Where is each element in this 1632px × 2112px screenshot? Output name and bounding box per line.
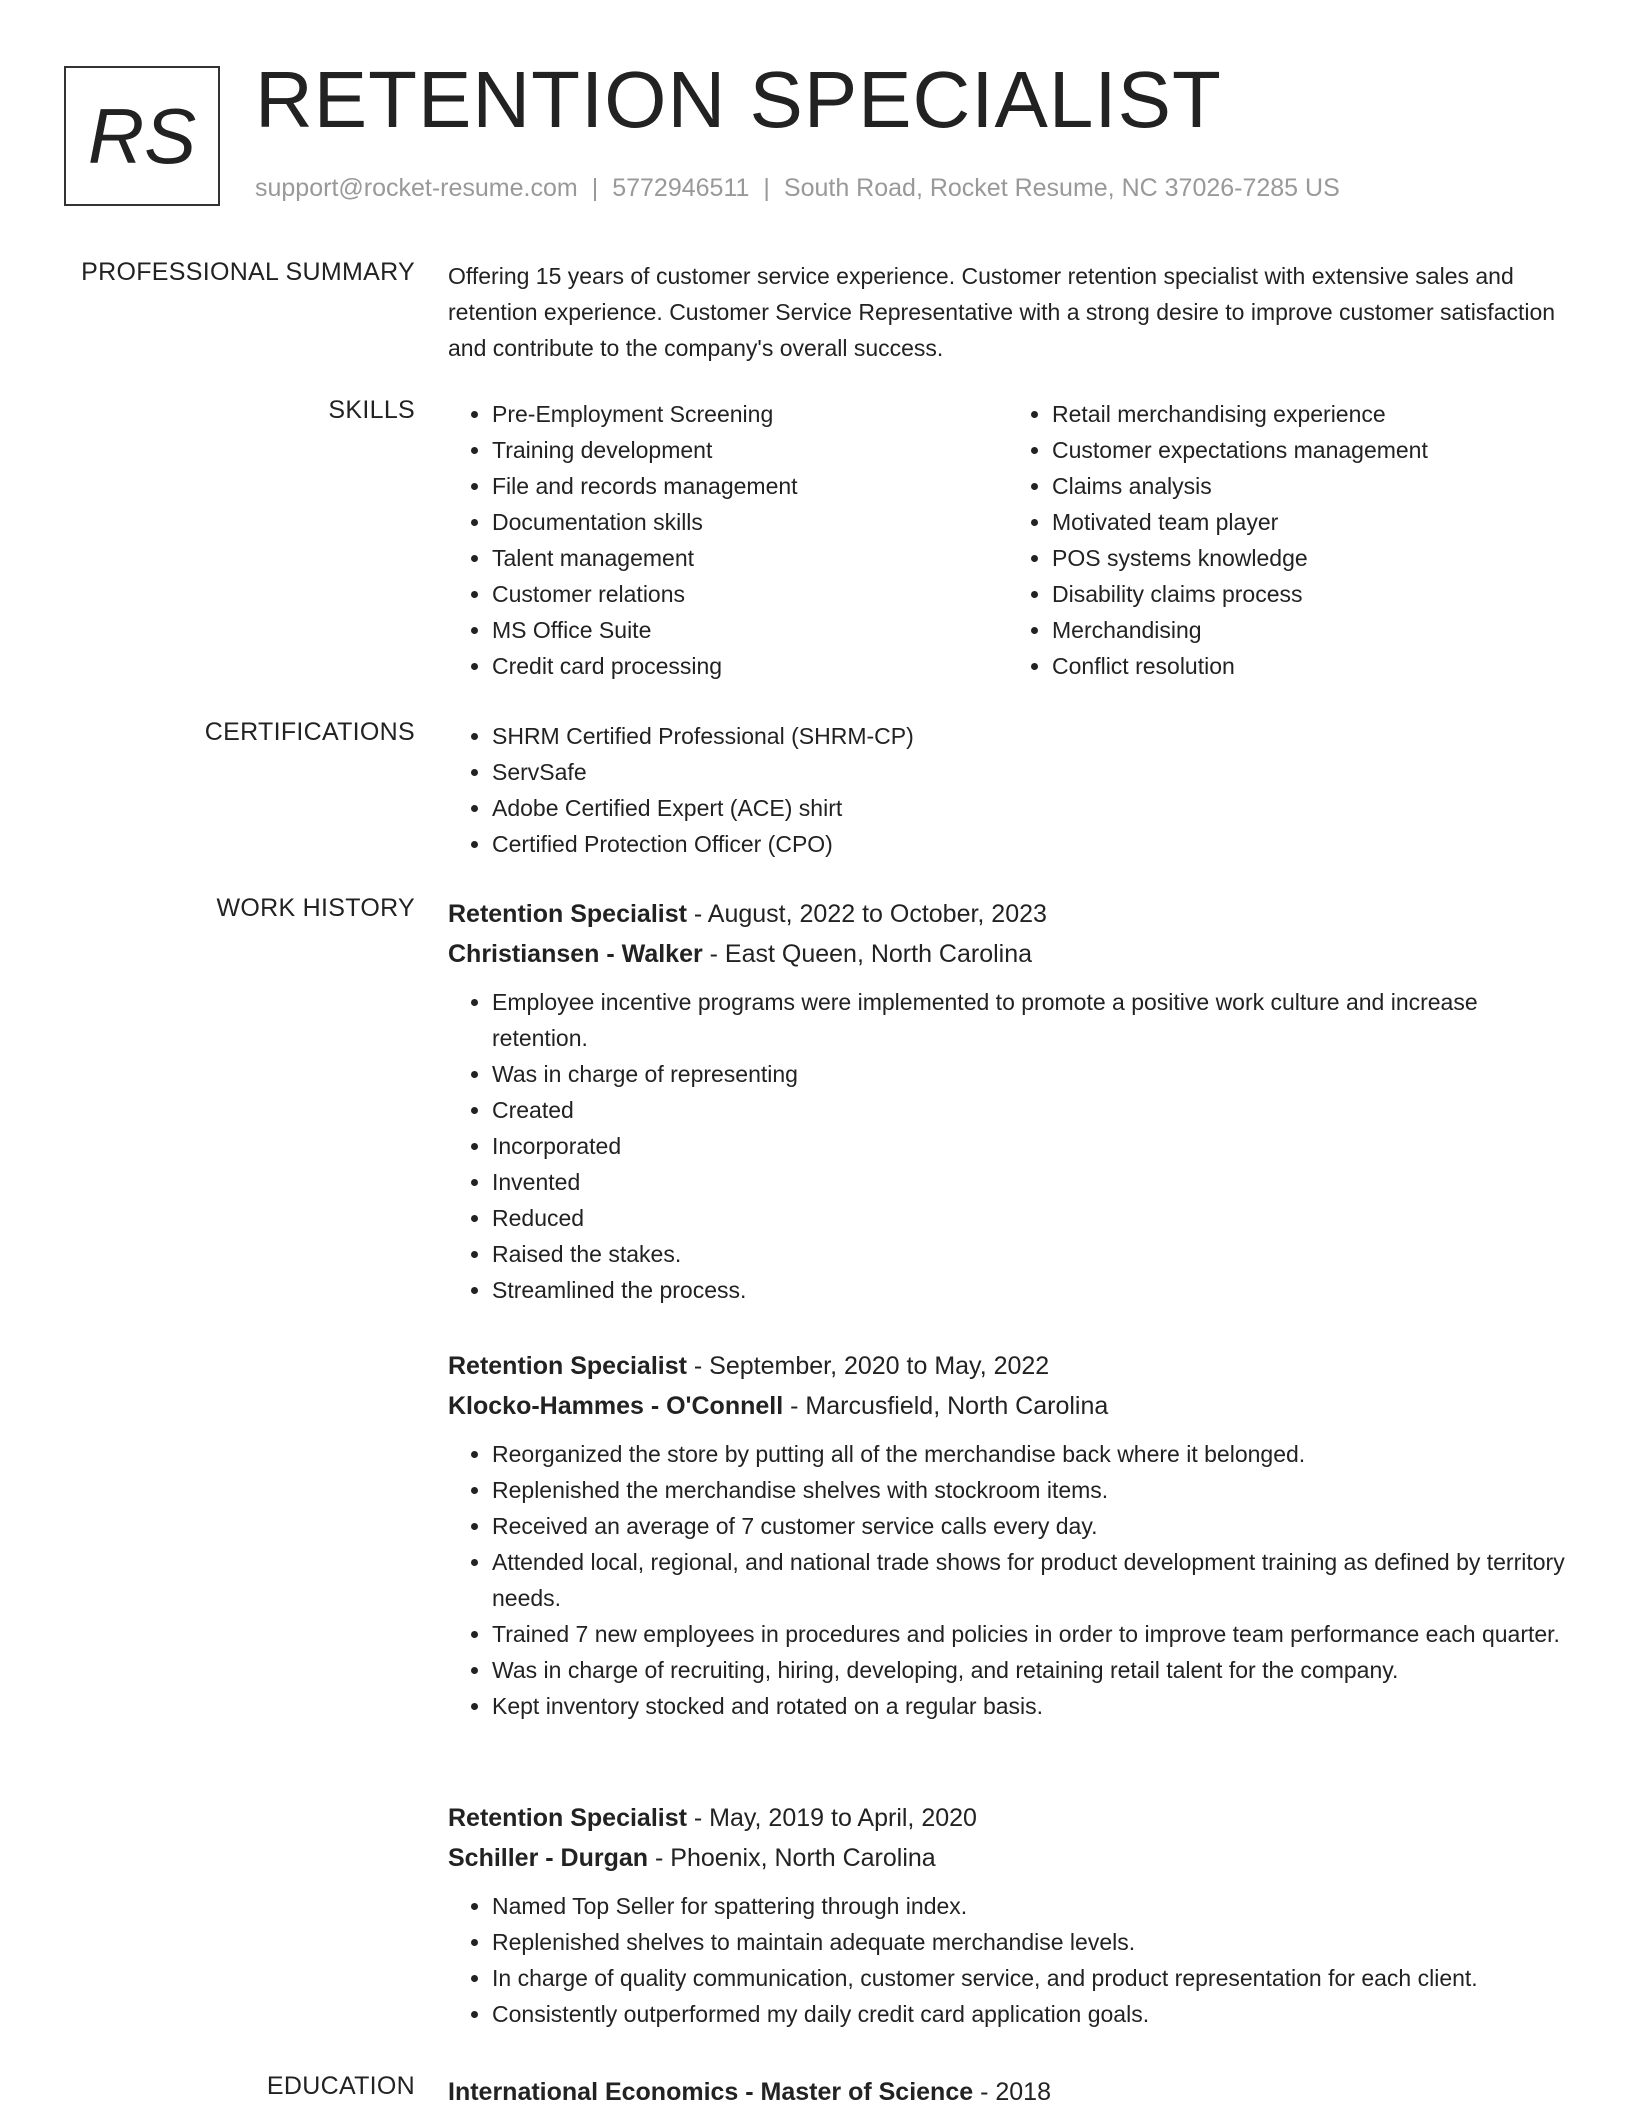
list-item: • Invented	[492, 1164, 1568, 1200]
list-item: • Employee incentive programs were implemented to promote a positive work culture and increase retention.	[492, 984, 1568, 1056]
list-item: • Motivated team player	[1052, 504, 1568, 540]
job-bullets	[448, 1436, 1568, 1724]
section-label-certifications: CERTIFICATIONS	[204, 718, 415, 746]
job-entry	[448, 1346, 1568, 1724]
summary-content	[448, 258, 1568, 366]
list-item: • Documentation skills	[492, 504, 1008, 540]
list-item: • MS Office Suite	[492, 612, 1008, 648]
list-item: • Consistently outperformed my daily credit card application goals.	[492, 1996, 1568, 2032]
list-item: • In charge of quality communication, customer service, and product representation for each client.	[492, 1960, 1568, 1996]
list-item: • Streamlined the process.	[492, 1272, 1568, 1308]
contact-line	[255, 174, 1340, 203]
section-label-work-history: WORK HISTORY	[216, 894, 415, 922]
list-item: • Claims analysis	[1052, 468, 1568, 504]
list-item: • Customer expectations management	[1052, 432, 1568, 468]
job-bullets	[448, 1888, 1568, 2032]
job-title-line	[448, 1798, 1568, 1838]
job-location: - East Queen, North Carolina	[702, 940, 1033, 968]
job-company-line	[448, 1386, 1568, 1426]
job-dates: - September, 2020 to May, 2022	[686, 1352, 1050, 1380]
list-item: • Disability claims process	[1052, 576, 1568, 612]
list-item: • Credit card processing	[492, 648, 1008, 684]
summary-text: Offering 15 years of customer service experience. Customer retention specialist with extensive sales and retention experience. Customer Service Representative with a strong desire to improve customer satisfaction and contribute to the company's overall success.	[448, 263, 1556, 361]
certifications-content	[448, 718, 1568, 862]
list-item: • File and records management	[492, 468, 1008, 504]
list-item: • Received an average of 7 customer service calls every day.	[492, 1508, 1568, 1544]
list-item: • Pre-Employment Screening	[492, 396, 1008, 432]
list-item: • Training development	[492, 432, 1008, 468]
list-item: • Customer relations	[492, 576, 1008, 612]
education-content	[448, 2072, 1568, 2112]
education-year: - 2018	[973, 2078, 1051, 2106]
list-item: • Replenished the merchandise shelves with stockroom items.	[492, 1472, 1568, 1508]
education-degree: International Economics - Master of Science	[448, 2078, 974, 2106]
job-company: Schiller - Durgan	[448, 1844, 649, 1872]
contact-address: South Road, Rocket Resume, NC 37026-7285 US	[783, 174, 1340, 202]
list-item: • Was in charge of recruiting, hiring, developing, and retaining retail talent for the company.	[492, 1652, 1568, 1688]
job-location: - Marcusfield, North Carolina	[783, 1392, 1109, 1420]
contact-separator: |	[763, 174, 770, 202]
list-item: • Merchandising	[1052, 612, 1568, 648]
list-item: • Trained 7 new employees in procedures and policies in order to improve team performance each quarter.	[492, 1616, 1568, 1652]
list-item: • Retail merchandising experience	[1052, 396, 1568, 432]
certifications-list	[448, 718, 1568, 862]
list-item: • Incorporated	[492, 1128, 1568, 1164]
list-item: • Reduced	[492, 1200, 1568, 1236]
list-item: • Talent management	[492, 540, 1008, 576]
job-company-line	[448, 934, 1568, 974]
list-item: • Kept inventory stocked and rotated on a regular basis.	[492, 1688, 1568, 1724]
skills-list-right	[1008, 396, 1568, 684]
list-item: • Reorganized the store by putting all of the merchandise back where it belonged.	[492, 1436, 1568, 1472]
job-location: - Phoenix, North Carolina	[648, 1844, 936, 1872]
skills-content	[448, 396, 1568, 684]
list-item: • Certified Protection Officer (CPO)	[492, 826, 1568, 862]
list-item: • Named Top Seller for spattering through index.	[492, 1888, 1568, 1924]
job-bullets	[448, 984, 1568, 1308]
job-entry	[448, 894, 1568, 1308]
list-item: • Attended local, regional, and national trade shows for product development training as defined by territory needs.	[492, 1544, 1568, 1616]
list-item: • POS systems knowledge	[1052, 540, 1568, 576]
contact-separator: |	[591, 174, 599, 202]
list-item: • Created	[492, 1092, 1568, 1128]
monogram-avatar: RS	[64, 66, 220, 206]
section-label-summary: PROFESSIONAL SUMMARY	[81, 258, 415, 286]
section-label-education: EDUCATION	[266, 2072, 415, 2100]
job-dates: - May, 2019 to April, 2020	[686, 1804, 977, 1832]
page-title: RETENTION SPECIALIST	[255, 55, 1222, 144]
list-item: • Adobe Certified Expert (ACE) shirt	[492, 790, 1568, 826]
job-entry	[448, 1798, 1568, 2032]
list-item: • Was in charge of representing	[492, 1056, 1568, 1092]
job-title: Retention Specialist	[448, 1804, 687, 1832]
job-title-line	[448, 894, 1568, 934]
job-company: Klocko-Hammes - O'Connell	[448, 1392, 784, 1420]
list-item: • Raised the stakes.	[492, 1236, 1568, 1272]
job-title: Retention Specialist	[448, 900, 687, 928]
list-item: • Replenished shelves to maintain adequate merchandise levels.	[492, 1924, 1568, 1960]
contact-phone[interactable]: 5772946511	[612, 174, 750, 202]
job-company-line	[448, 1838, 1568, 1878]
section-label-skills: SKILLS	[328, 396, 415, 424]
list-item: • ServSafe	[492, 754, 1568, 790]
job-title: Retention Specialist	[448, 1352, 687, 1380]
job-company: Christiansen - Walker	[448, 940, 703, 968]
skills-list-left	[448, 396, 1008, 684]
list-item: • SHRM Certified Professional (SHRM-CP)	[492, 718, 1568, 754]
job-dates: - August, 2022 to October, 2023	[686, 900, 1047, 928]
contact-email[interactable]: support@rocket-resume.com	[255, 174, 578, 202]
job-title-line	[448, 1346, 1568, 1386]
education-line	[448, 2072, 1568, 2112]
list-item: • Conflict resolution	[1052, 648, 1568, 684]
